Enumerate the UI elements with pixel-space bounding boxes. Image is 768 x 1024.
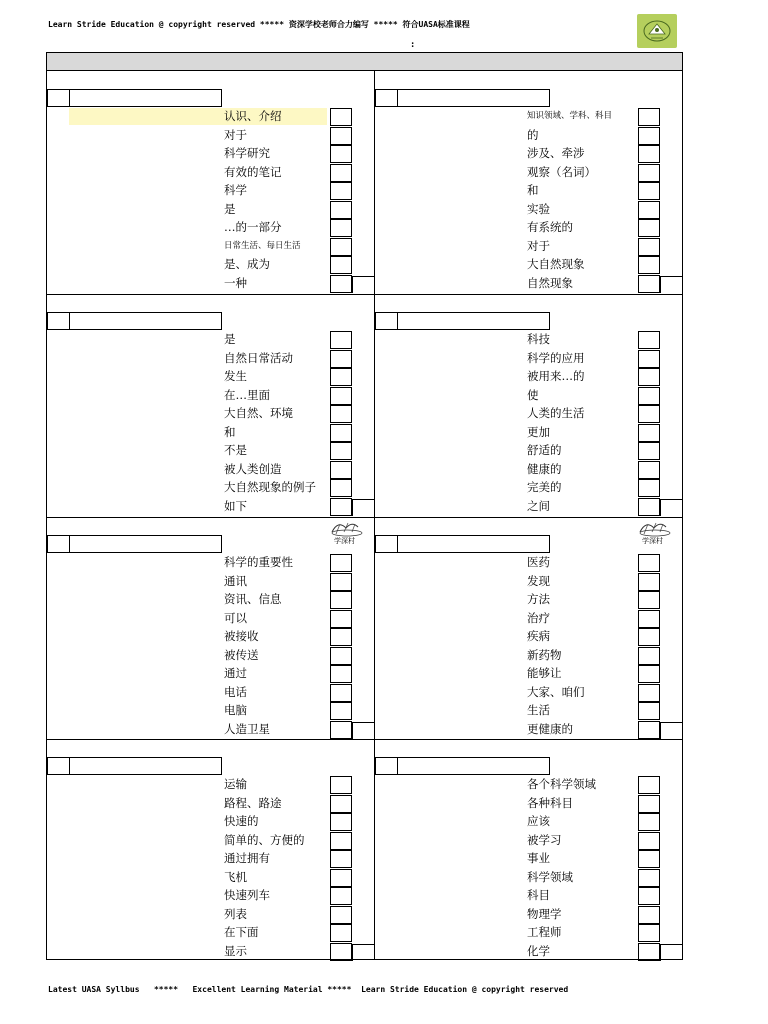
vocab-word: 在…里面 bbox=[224, 387, 270, 402]
vocab-word: 实验 bbox=[527, 201, 550, 216]
vocab-word: 日常生活、每日生活 bbox=[224, 240, 301, 251]
answer-box[interactable] bbox=[638, 943, 660, 961]
column-divider bbox=[374, 71, 375, 959]
answer-box[interactable] bbox=[638, 628, 660, 646]
vocab-word: 大自然现象 bbox=[527, 257, 585, 271]
answer-box[interactable] bbox=[330, 182, 352, 200]
answer-box[interactable] bbox=[330, 850, 352, 868]
answer-box[interactable] bbox=[330, 869, 352, 887]
answer-box[interactable] bbox=[330, 628, 352, 646]
vocab-word: …的一部分 bbox=[224, 220, 282, 234]
section-number-cell[interactable] bbox=[376, 758, 398, 774]
answer-box[interactable] bbox=[638, 442, 660, 460]
vocab-word: 各种科目 bbox=[527, 795, 573, 810]
section-title-field[interactable] bbox=[375, 89, 550, 107]
vocab-word: 通讯 bbox=[224, 573, 247, 588]
vocab-word: 是、成为 bbox=[224, 257, 270, 271]
answer-box[interactable] bbox=[638, 554, 660, 572]
vocab-word: 发生 bbox=[224, 369, 247, 383]
answer-box[interactable] bbox=[330, 108, 352, 126]
vocab-word: 科目 bbox=[527, 888, 550, 902]
vocab-word: 健康的 bbox=[527, 461, 562, 476]
vocab-word: 被传送 bbox=[224, 647, 259, 662]
vocab-word: 有效的笔记 bbox=[224, 164, 282, 179]
vocab-word: 物理学 bbox=[527, 906, 562, 921]
vocab-word: 治疗 bbox=[527, 610, 550, 625]
answer-box[interactable] bbox=[330, 219, 352, 237]
vocab-word: 医药 bbox=[527, 555, 550, 569]
answer-box[interactable] bbox=[330, 479, 352, 497]
vocab-word: 被人类创造 bbox=[224, 461, 282, 476]
vocab-word: 和 bbox=[527, 183, 539, 197]
answer-box[interactable] bbox=[330, 610, 352, 628]
answer-box[interactable] bbox=[638, 164, 660, 182]
answer-box[interactable] bbox=[638, 479, 660, 497]
vocab-word: 更健康的 bbox=[527, 721, 573, 736]
answer-box[interactable] bbox=[638, 182, 660, 200]
answer-box[interactable] bbox=[330, 721, 352, 739]
end-cell bbox=[352, 499, 374, 516]
answer-box[interactable] bbox=[330, 776, 352, 794]
answer-box[interactable] bbox=[330, 591, 352, 609]
section-number-cell[interactable] bbox=[376, 313, 398, 329]
answer-box[interactable] bbox=[638, 573, 660, 591]
end-cell bbox=[352, 722, 374, 739]
vocab-word: 发现 bbox=[527, 573, 550, 588]
answer-box[interactable] bbox=[638, 813, 660, 831]
vocab-word: 科学研究 bbox=[224, 146, 270, 160]
vocab-word: 认识、介绍 bbox=[69, 108, 327, 125]
school-stamp-logo bbox=[636, 518, 674, 546]
answer-box[interactable] bbox=[638, 591, 660, 609]
answer-box[interactable] bbox=[330, 702, 352, 720]
answer-box[interactable] bbox=[638, 776, 660, 794]
end-cell bbox=[660, 499, 682, 516]
answer-box[interactable] bbox=[330, 127, 352, 145]
section-number-cell[interactable] bbox=[48, 313, 70, 329]
school-logo bbox=[637, 14, 677, 48]
vocab-word: 科学的重要性 bbox=[224, 555, 293, 569]
section-divider bbox=[47, 739, 682, 740]
vocab-word: 人造卫星 bbox=[224, 721, 270, 736]
end-cell bbox=[660, 722, 682, 739]
answer-box[interactable] bbox=[330, 164, 352, 182]
vocab-word: 电话 bbox=[224, 684, 247, 699]
header-colon: : bbox=[411, 40, 415, 50]
vocab-word: 应该 bbox=[527, 814, 550, 828]
section-number-cell[interactable] bbox=[48, 758, 70, 774]
vocab-word: 如下 bbox=[224, 498, 247, 513]
section-divider bbox=[47, 294, 682, 295]
vocab-word: 自然日常活动 bbox=[224, 350, 293, 365]
section-number-cell[interactable] bbox=[48, 90, 70, 106]
vocab-word: 大自然现象的例子 bbox=[224, 480, 316, 494]
answer-box[interactable] bbox=[638, 647, 660, 665]
section-title-field[interactable] bbox=[47, 535, 222, 553]
answer-box[interactable] bbox=[638, 850, 660, 868]
answer-box[interactable] bbox=[330, 201, 352, 219]
vocab-word: 是 bbox=[224, 332, 236, 346]
vocab-word: 方法 bbox=[527, 592, 550, 606]
vocab-word: 科学的应用 bbox=[527, 350, 585, 365]
answer-box[interactable] bbox=[330, 887, 352, 905]
answer-box[interactable] bbox=[330, 647, 352, 665]
vocab-word: 资讯、信息 bbox=[224, 592, 282, 606]
vocab-word: 大家、咱们 bbox=[527, 684, 585, 699]
title-bar bbox=[47, 53, 682, 71]
copyright-header: Learn Stride Education @ copyright reserved ***** 资深学校老师合力编写 ***** 符合UASA标准课程 bbox=[48, 20, 470, 29]
answer-box[interactable] bbox=[330, 573, 352, 591]
answer-box[interactable] bbox=[330, 461, 352, 479]
answer-box[interactable] bbox=[330, 795, 352, 813]
section-title-field[interactable] bbox=[47, 89, 222, 107]
vocab-word: 涉及、牵涉 bbox=[527, 146, 585, 160]
answer-box[interactable] bbox=[638, 424, 660, 442]
vocab-word: 疾病 bbox=[527, 629, 550, 643]
section-title-field[interactable] bbox=[375, 312, 550, 330]
vocab-word: 之间 bbox=[527, 498, 550, 513]
vocab-word: 科学 bbox=[224, 183, 247, 197]
answer-box[interactable] bbox=[330, 813, 352, 831]
answer-box[interactable] bbox=[330, 906, 352, 924]
answer-box[interactable] bbox=[638, 219, 660, 237]
answer-box[interactable] bbox=[638, 331, 660, 349]
vocab-word: 通过 bbox=[224, 666, 247, 680]
vocab-word: 被用来…的 bbox=[527, 369, 585, 383]
answer-box[interactable] bbox=[638, 721, 660, 739]
answer-box[interactable] bbox=[638, 832, 660, 850]
answer-box[interactable] bbox=[330, 275, 352, 293]
vocab-word: 有系统的 bbox=[527, 220, 573, 234]
section-title-field[interactable] bbox=[47, 312, 222, 330]
answer-box[interactable] bbox=[330, 943, 352, 961]
end-cell bbox=[352, 944, 374, 961]
answer-box[interactable] bbox=[330, 424, 352, 442]
stamp-text: 学深村 bbox=[334, 537, 355, 545]
answer-box[interactable] bbox=[638, 350, 660, 368]
answer-box[interactable] bbox=[638, 924, 660, 942]
vocab-word: 简单的、方便的 bbox=[224, 832, 305, 847]
vocab-word: 是 bbox=[224, 201, 236, 216]
vocab-word: 可以 bbox=[224, 610, 247, 625]
section-title-field[interactable] bbox=[375, 535, 550, 553]
answer-box[interactable] bbox=[330, 924, 352, 942]
vocab-word: 快速的 bbox=[224, 814, 259, 828]
vocab-word: 人类的生活 bbox=[527, 406, 585, 420]
vocab-word: 对于 bbox=[224, 127, 247, 142]
end-cell bbox=[660, 944, 682, 961]
vocab-word: 大自然、环境 bbox=[224, 406, 293, 420]
copyright-footer: Latest UASA Syllbus ***** Excellent Learning Material ***** Learn Stride Education @ copyright reserved bbox=[48, 985, 569, 994]
vocab-word: 显示 bbox=[224, 943, 247, 958]
vocab-word: 化学 bbox=[527, 943, 550, 958]
vocab-word: 能够让 bbox=[527, 666, 562, 680]
answer-box[interactable] bbox=[330, 442, 352, 460]
end-cell bbox=[352, 276, 374, 293]
answer-box[interactable] bbox=[638, 795, 660, 813]
answer-box[interactable] bbox=[330, 387, 352, 405]
vocab-word: 被学习 bbox=[527, 832, 562, 847]
answer-box[interactable] bbox=[330, 554, 352, 572]
vocab-word: 的 bbox=[527, 127, 539, 142]
vocab-word: 工程师 bbox=[527, 925, 562, 939]
stamp-text: 学深村 bbox=[642, 537, 663, 545]
answer-box[interactable] bbox=[638, 702, 660, 720]
vocab-word: 和 bbox=[224, 424, 236, 439]
vocab-word: 科技 bbox=[527, 332, 550, 346]
answer-box[interactable] bbox=[638, 108, 660, 126]
vocab-word: 科学领域 bbox=[527, 869, 573, 884]
answer-box[interactable] bbox=[638, 201, 660, 219]
answer-box[interactable] bbox=[638, 665, 660, 683]
answer-box[interactable] bbox=[638, 498, 660, 516]
answer-box[interactable] bbox=[638, 256, 660, 274]
vocab-word: 被接收 bbox=[224, 629, 259, 643]
vocab-word: 完美的 bbox=[527, 480, 562, 494]
answer-box[interactable] bbox=[330, 350, 352, 368]
answer-box[interactable] bbox=[638, 684, 660, 702]
answer-box[interactable] bbox=[638, 387, 660, 405]
vocab-word: 电脑 bbox=[224, 703, 247, 717]
vocab-word: 一种 bbox=[224, 275, 247, 290]
answer-box[interactable] bbox=[638, 906, 660, 924]
vocab-word: 在下面 bbox=[224, 925, 259, 939]
school-stamp-logo bbox=[328, 518, 366, 546]
answer-box[interactable] bbox=[330, 145, 352, 163]
vocab-word: 观察（名词） bbox=[527, 164, 596, 179]
section-title-field[interactable] bbox=[375, 757, 550, 775]
answer-box[interactable] bbox=[638, 405, 660, 423]
vocab-word: 各个科学领域 bbox=[527, 777, 596, 791]
answer-box[interactable] bbox=[330, 498, 352, 516]
section-title-field[interactable] bbox=[47, 757, 222, 775]
answer-box[interactable] bbox=[330, 238, 352, 256]
vocab-word: 自然现象 bbox=[527, 275, 573, 290]
answer-box[interactable] bbox=[638, 238, 660, 256]
answer-box[interactable] bbox=[330, 665, 352, 683]
vocab-word: 舒适的 bbox=[527, 443, 562, 457]
vocab-word: 路程、路途 bbox=[224, 795, 282, 810]
vocab-word: 列表 bbox=[224, 906, 247, 921]
answer-box[interactable] bbox=[638, 368, 660, 386]
answer-box[interactable] bbox=[330, 368, 352, 386]
vocab-word: 运输 bbox=[224, 777, 247, 791]
section-number-cell[interactable] bbox=[376, 90, 398, 106]
vocab-word: 对于 bbox=[527, 238, 550, 253]
vocab-word: 快速列车 bbox=[224, 888, 270, 902]
section-number-cell[interactable] bbox=[48, 536, 70, 552]
answer-box[interactable] bbox=[638, 275, 660, 293]
answer-box[interactable] bbox=[330, 684, 352, 702]
answer-box[interactable] bbox=[638, 127, 660, 145]
vocab-word: 不是 bbox=[224, 443, 247, 457]
vocab-word: 事业 bbox=[527, 851, 550, 865]
answer-box[interactable] bbox=[638, 869, 660, 887]
answer-box[interactable] bbox=[638, 145, 660, 163]
answer-box[interactable] bbox=[638, 461, 660, 479]
vocab-word: 通过拥有 bbox=[224, 851, 270, 865]
answer-box[interactable] bbox=[330, 331, 352, 349]
section-number-cell[interactable] bbox=[376, 536, 398, 552]
answer-box[interactable] bbox=[330, 256, 352, 274]
answer-box[interactable] bbox=[638, 610, 660, 628]
answer-box[interactable] bbox=[330, 832, 352, 850]
vocabulary-worksheet bbox=[46, 52, 683, 960]
end-cell bbox=[660, 276, 682, 293]
vocab-word: 新药物 bbox=[527, 647, 562, 662]
vocab-word: 更加 bbox=[527, 424, 550, 439]
vocab-word: 生活 bbox=[527, 703, 550, 717]
answer-box[interactable] bbox=[330, 405, 352, 423]
vocab-word: 使 bbox=[527, 387, 539, 402]
vocab-word: 飞机 bbox=[224, 869, 247, 884]
answer-box[interactable] bbox=[638, 887, 660, 905]
vocab-word: 知识领域、学科、科目 bbox=[527, 111, 613, 121]
